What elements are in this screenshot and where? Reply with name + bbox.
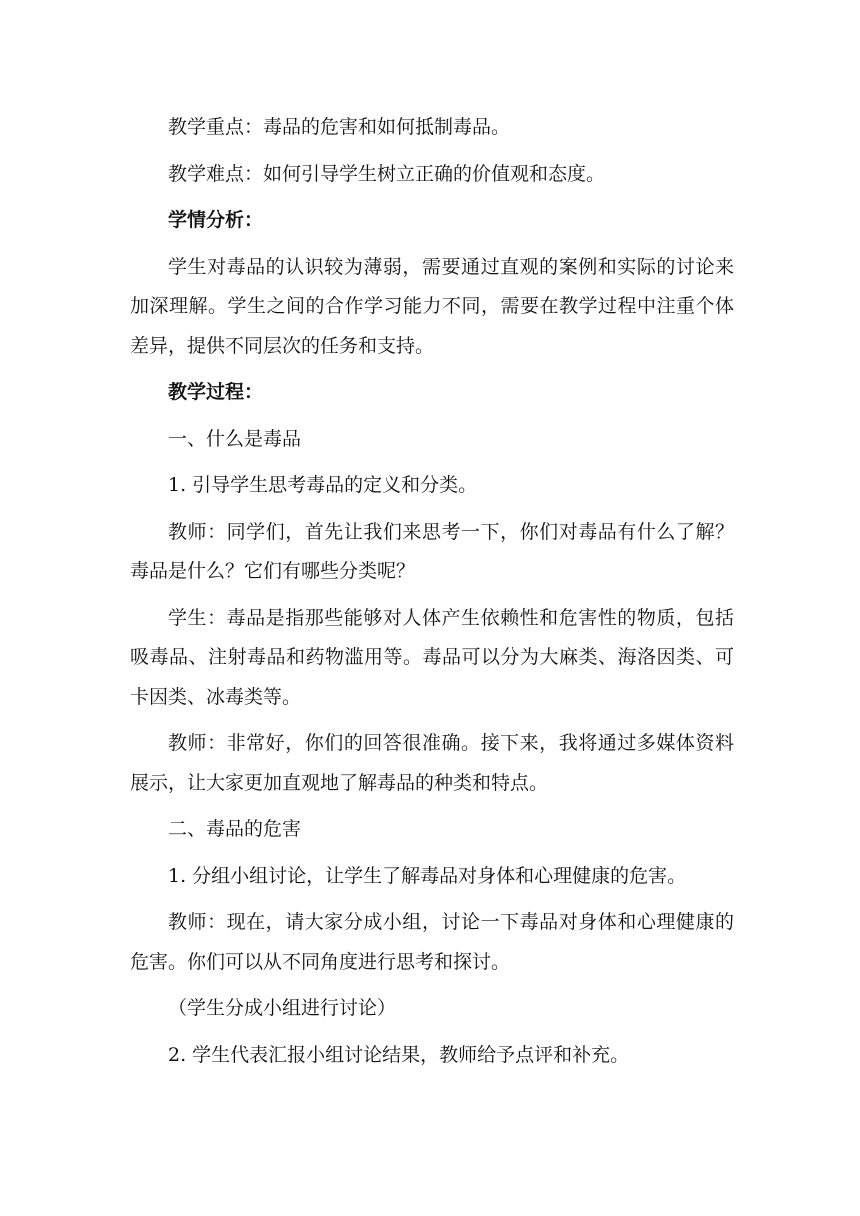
teacher-question-paragraph: 教师：同学们，首先让我们来思考一下，你们对毒品有什么了解？毒品是什么？它们有哪些分类呢？ xyxy=(130,520,734,582)
section-one-item-1: 1. 引导学生思考毒品的定义和分类。 xyxy=(168,474,478,496)
section-one-title: 一、什么是毒品 xyxy=(168,427,302,450)
student-answer-paragraph: 学生：毒品是指那些能够对人体产生依赖性和危害性的物质，包括吸毒品、注射毒品和药物滥用等。毒品可以分为大麻类、海洛因类、可卡因类、冰毒类等。 xyxy=(130,606,734,708)
section-two-item-2: 2. 学生代表汇报小组讨论结果，教师给予点评和补充。 xyxy=(168,1043,630,1066)
teaching-focus: 教学重点：毒品的危害和如何抵制毒品。 xyxy=(168,116,511,138)
section-two-item-1: 1. 分组小组讨论，让学生了解毒品对身体和心理健康的危害。 xyxy=(168,864,687,887)
document-body xyxy=(130,108,734,1075)
section-two-title: 二、毒品的危害 xyxy=(168,818,302,840)
student-analysis-heading: 学情分析： xyxy=(168,209,264,231)
teacher-response-paragraph: 教师：非常好，你们的回答很准确。接下来，我将通过多媒体资料展示，让大家更加直观地了解毒品的种类和特点。 xyxy=(130,732,734,794)
student-group-note: （学生分成小组进行讨论） xyxy=(168,997,397,1019)
teaching-difficulty: 教学难点：如何引导学生树立正确的价值观和态度。 xyxy=(168,162,606,185)
student-analysis-paragraph: 学生对毒品的认识较为薄弱，需要通过直观的案例和实际的讨论来加深理解。学生之间的合作学习能力不同，需要在教学过程中注重个体差异，提供不同层次的任务和支持。 xyxy=(130,255,734,357)
teaching-process-heading: 教学过程： xyxy=(168,381,264,403)
teacher-discussion-paragraph: 教师：现在，请大家分成小组，讨论一下毒品对身体和心理健康的危害。你们可以从不同角度进行思考和探讨。 xyxy=(130,911,734,973)
